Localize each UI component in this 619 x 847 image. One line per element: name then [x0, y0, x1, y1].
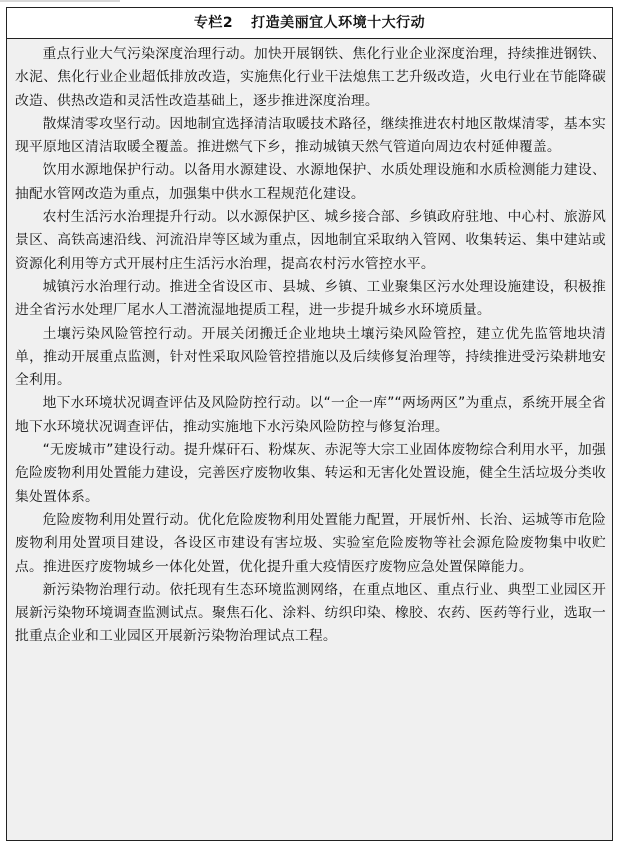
box-content	[7, 39, 612, 840]
paragraph-scattered-coal: 散煤清零攻坚行动。因地制宜选择清洁取暖技术路径，继续推进农村地区散煤清零，基本实现平原地区清洁取暖全覆盖。推进燃气下乡，推动城镇天然气管道向周边农村延伸覆盖。	[15, 115, 606, 156]
paragraph-new-pollutants: 新污染物治理行动。依托现有生态环境监测网络，在重点地区、重点行业、典型工业园区开展新污染物环境调查监测试点。聚焦石化、涂料、纺织印染、橡胶、农药、医药等行业，选取一批重点企业和工业园区开展新污染物治理试点工程。	[15, 581, 606, 645]
paragraph-air-pollution: 重点行业大气污染深度治理行动。加快开展钢铁、焦化行业企业深度治理，持续推进钢铁、水泥、焦化行业企业超低排放改造，实施焦化行业干法熄焦工艺升级改造，火电行业在节能降碳改造、供热改造和灵活性改造基础上，逐步推进深度治理。	[15, 46, 606, 109]
box-label: 专栏2	[193, 15, 234, 31]
top-cropped-strip	[0, 0, 619, 6]
paragraph-drinking-water: 饮用水源地保护行动。以备用水源建设、水源地保护、水质处理设施和水质检测能力建设、抽配水管网改造为重点，加强集中供水工程规范化建设。	[15, 162, 606, 202]
paragraph-groundwater: 地下水环境状况调查评估及风险防控行动。以“一企一库”“两场两区”为重点，系统开展全省地下水环境状况调查评估，推动实施地下水污染风险防控与修复治理。	[15, 395, 606, 435]
feature-box	[6, 7, 613, 841]
box-title: 打造美丽宜人环境十大行动	[251, 15, 426, 31]
paragraph-rural-sewage: 农村生活污水治理提升行动。以水源保护区、城乡接合部、乡镇政府驻地、中心村、旅游风景区、高铁高速沿线、河流沿岸等区域为重点，因地制宜采取纳入管网、收集转运、集中建站或资源化利用等方式开展村庄生活污水治理，提高农村污水管控水平。	[15, 209, 606, 272]
paragraph-urban-sewage: 城镇污水治理行动。推进全省设区市、县城、乡镇、工业聚集区污水处理设施建设，积极推进全省污水处理厂尾水人工潜流湿地提质工程，进一步提升城乡水环境质量。	[15, 278, 606, 319]
cropped-text-remnant	[0, 0, 120, 2]
paragraph-soil-pollution: 土壤污染风险管控行动。开展关闭搬迁企业地块土壤污染风险管控，建立优先监管地块清单，推动开展重点监测，针对性采取风险管控措施以及后续修复治理等，持续推进受污染耕地安全利用。	[15, 325, 606, 389]
paragraph-hazardous-waste: 危险废物利用处置行动。优化危险废物利用处置能力配置，开展忻州、长治、运城等市危险废物利用处置项目建设，各设区市建设有害垃圾、实验室危险废物等社会源危险废物集中收贮点。推进医疗废物城乡一体化处置，优化提升重大疫情医疗废物应急处置保障能力。	[15, 511, 606, 575]
box-title-row	[7, 8, 612, 39]
paragraph-zero-waste-city: “无废城市”建设行动。提升煤矸石、粉煤灰、赤泥等大宗工业固体废物综合利用水平，加强危险废物利用处置能力建设，完善医疗废物收集、转运和无害化处置设施，健全生活垃圾分类收集处置体系。	[15, 442, 606, 505]
